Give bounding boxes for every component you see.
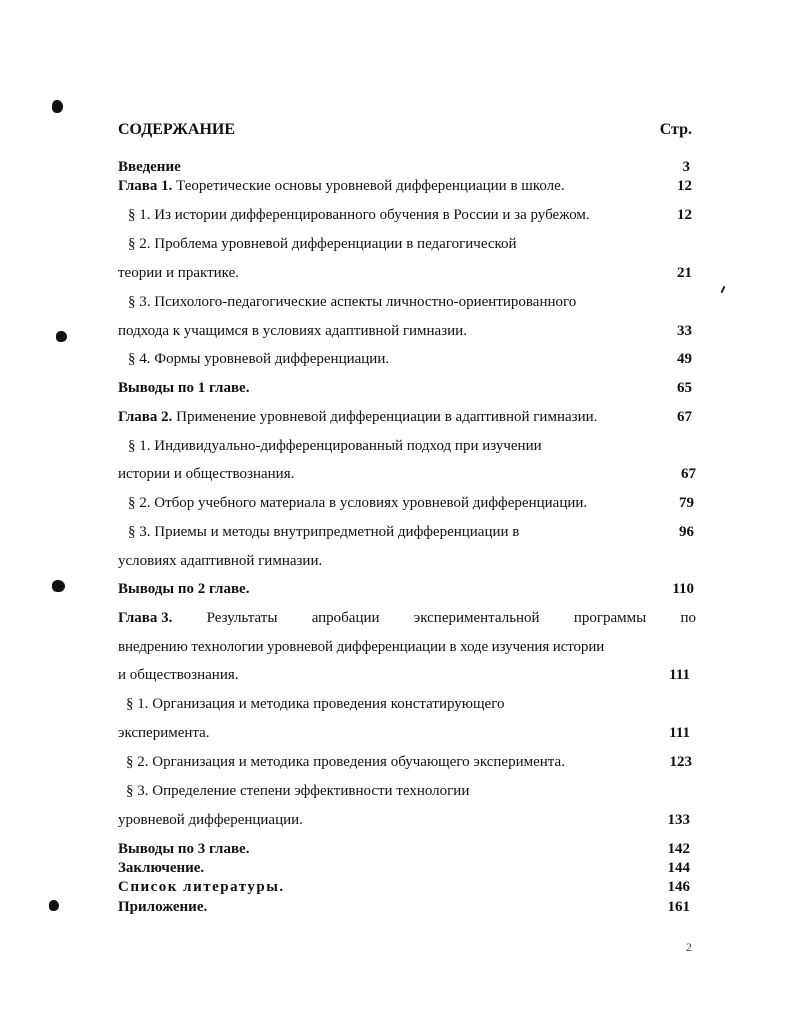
toc-page: 142 [667,841,690,857]
chapter-label: Глава 3. [118,610,173,626]
chapter-title-word: Результаты [206,610,278,626]
page-title: СОДЕРЖАНИЕ [118,121,236,138]
toc-references: Список литературы. [118,879,285,895]
toc-section-3-2: § 2. Организация и методика проведения обучающего эксперимента. [126,754,565,770]
toc-page: 133 [667,812,690,828]
toc-page: 110 [672,581,694,597]
page-number: 2 [686,940,692,954]
toc-page: 21 [677,265,692,281]
scan-blot [52,100,63,113]
toc-section-1-1: § 1. Из истории дифференцированного обучения в России и за рубежом. [128,207,590,223]
toc-section-3-1: § 1. Организация и методика проведения констатирующего [126,696,505,712]
toc-chapter-3 [118,610,696,627]
toc-chapter-3-cont: и обществознания. [118,667,239,683]
toc-page: 12 [677,178,692,194]
toc-page: 111 [669,725,690,741]
toc-conclusion: Заключение. [118,860,205,876]
toc-page: 67 [677,409,692,425]
toc-chapter-2 [118,409,597,426]
toc-page: 111 [669,667,690,683]
toc-chapter-3-cont: внедрению технологии уровневой дифференциации в ходе изучения истории [118,639,605,655]
toc-page: 65 [677,380,692,396]
chapter-title-word: апробации [311,610,380,626]
toc-section-3-1-cont: эксперимента. [118,725,210,741]
toc-conclusions-3: Выводы по 3 главе. [118,841,250,857]
scan-blot [49,900,59,911]
toc-page: 79 [679,495,694,511]
chapter-label: Глава 1. [118,178,173,194]
toc-section-1-4: § 4. Формы уровневой дифференциации. [128,351,390,367]
toc-conclusions-2: Выводы по 2 главе. [118,581,250,597]
chapter-title-word: по [680,610,696,626]
chapter-title-word: программы [573,610,647,626]
toc-conclusions-1: Выводы по 1 главе. [118,380,250,396]
toc-page: 33 [677,323,692,339]
chapter-title-word: экспериментальной [413,610,540,626]
toc-chapter-1 [118,178,565,195]
toc-page: 96 [679,524,694,540]
toc-page: 146 [667,879,690,895]
chapter-title: Применение уровневой дифференциации в адаптивной гимназии. [172,409,598,425]
toc-section-2-2: § 2. Отбор учебного материала в условиях уровневой дифференциации. [128,495,588,511]
chapter-label: Глава 2. [118,409,173,425]
toc-section-3-3-cont: уровневой дифференциации. [118,812,303,828]
page-column-header: Стр. [659,121,692,138]
toc-section-2-1: § 1. Индивидуально-дифференцированный подход при изучении [128,438,542,454]
toc-section-3-3: § 3. Определение степени эффективности технологии [126,783,470,799]
toc-section-2-1-cont: истории и обществознания. [118,466,295,482]
chapter-title: Теоретические основы уровневой дифференциации в школе. [172,178,565,194]
scan-blot [52,580,65,592]
toc-page: 12 [677,207,692,223]
toc-page: 123 [669,754,692,770]
scan-mark [721,286,726,293]
toc-page: 3 [682,159,690,175]
toc-section-2-3-cont: условиях адаптивной гимназии. [118,553,323,569]
toc-section-2-3: § 3. Приемы и методы внутрипредметной дифференциации в [128,524,520,540]
scan-blot [56,331,67,342]
toc-appendix: Приложение. [118,899,208,915]
toc-page: 67 [681,466,696,482]
toc-section-1-2-cont: теории и практике. [118,265,239,281]
toc-section-1-2: § 2. Проблема уровневой дифференциации в педагогической [128,236,517,252]
toc-page: 49 [677,351,692,367]
toc-page: 161 [667,899,690,915]
toc-section-1-3-cont: подхода к учащимся в условиях адаптивной гимназии. [118,323,467,339]
toc-intro: Введение [118,159,181,175]
toc-page: 144 [667,860,690,876]
toc-section-1-3: § 3. Психолого-педагогические аспекты личностно-ориентированного [128,294,577,310]
